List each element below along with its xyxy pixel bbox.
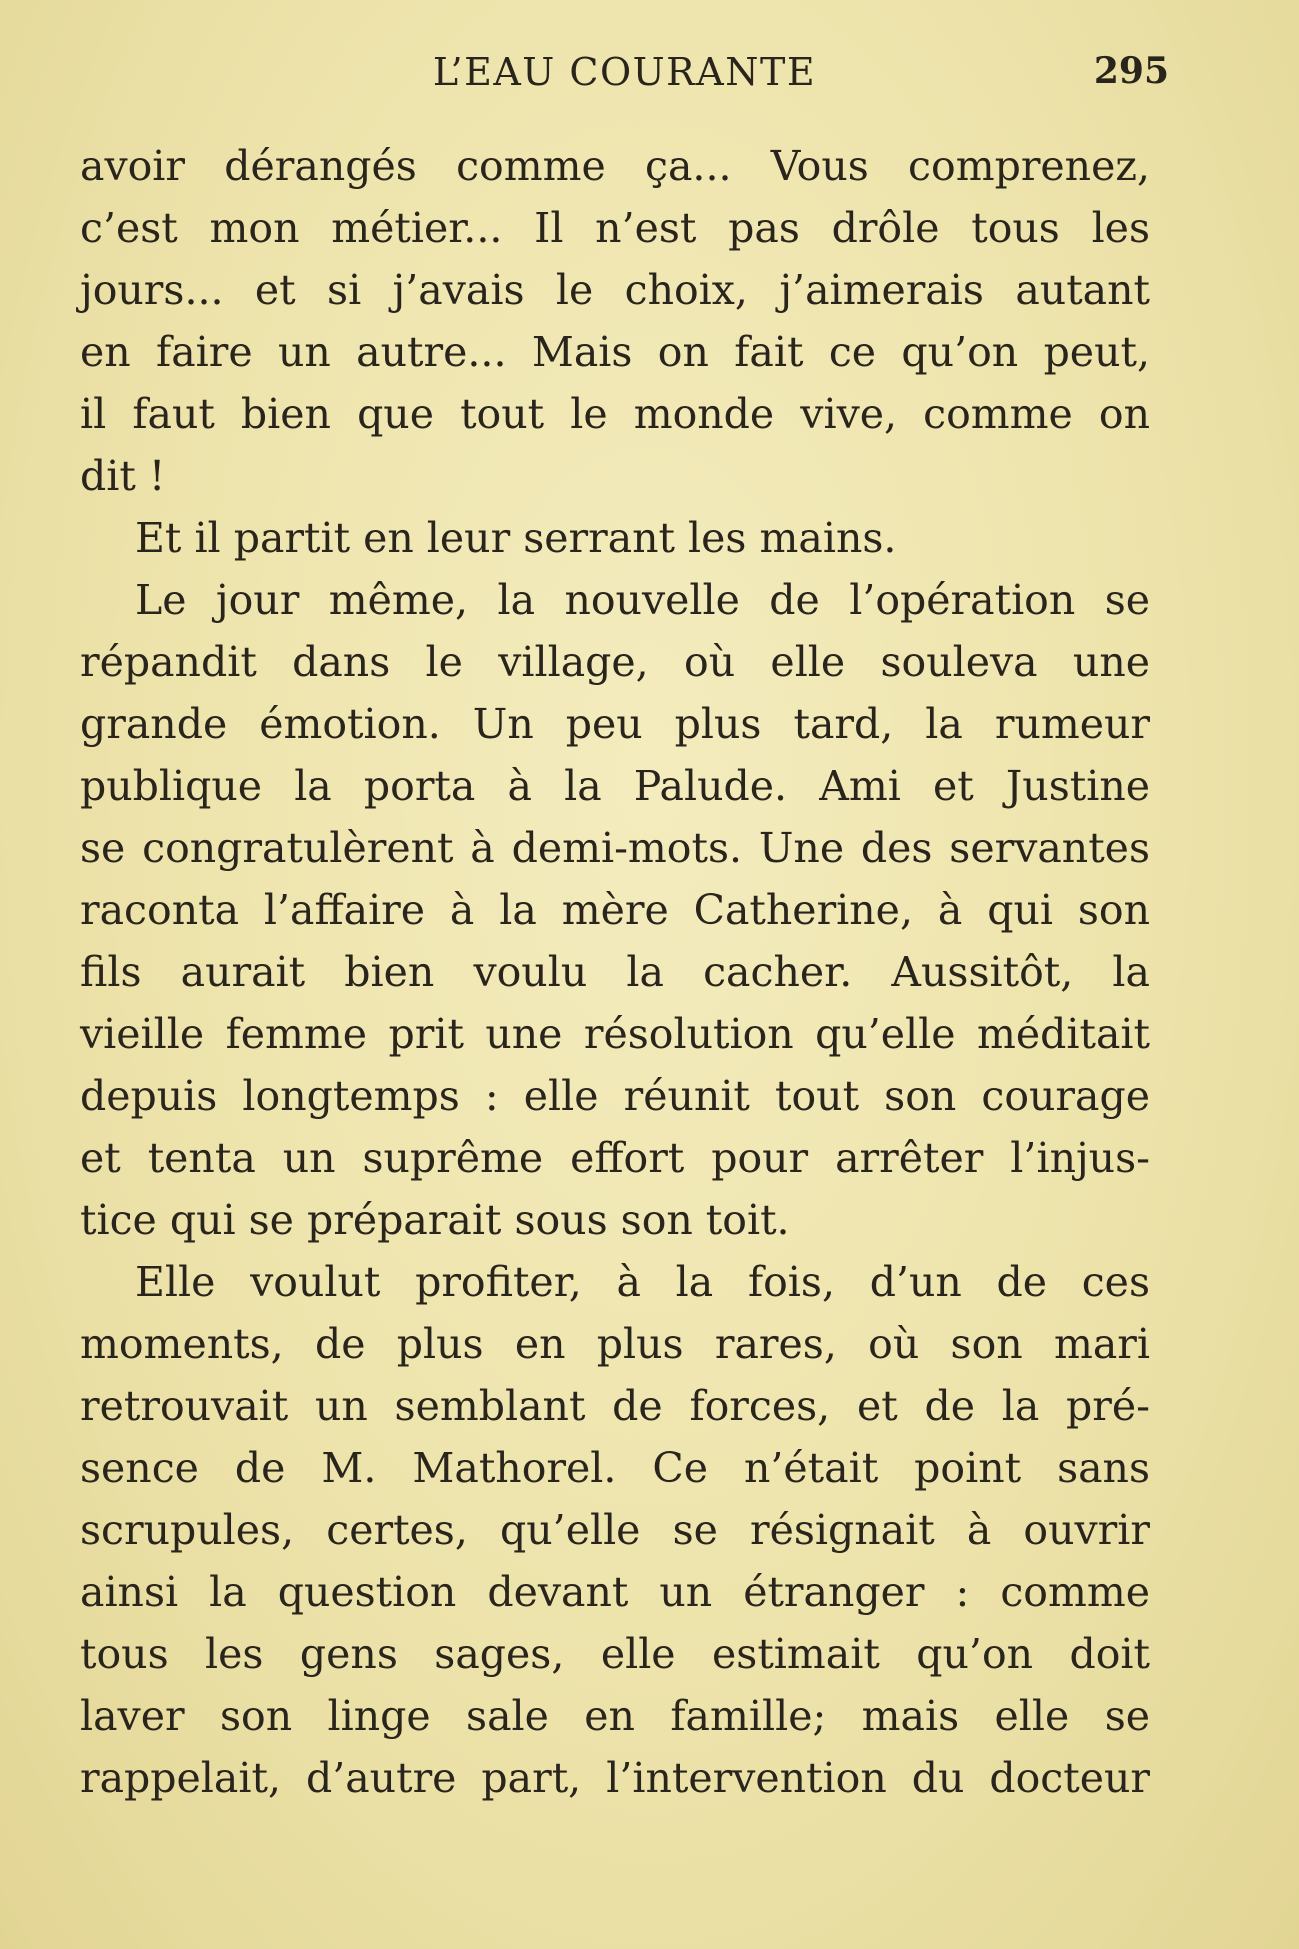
body-text <box>80 135 1150 1809</box>
text-line: moments, de plus en plus rares, où son mari <box>80 1320 1150 1368</box>
text-line: grande émotion. Un peu plus tard, la rumeur <box>80 700 1150 748</box>
text-line: tice qui se préparait sous son toit. <box>80 1196 790 1244</box>
text-line: ainsi la question devant un étranger : comme <box>80 1568 1150 1616</box>
text-line: Le jour même, la nouvelle de l’opération se <box>135 576 1150 624</box>
running-head <box>80 50 1169 100</box>
text-line: il faut bien que tout le monde vive, comme on <box>80 390 1150 438</box>
text-line: tous les gens sages, elle estimait qu’on doit <box>80 1630 1150 1678</box>
text-line: et tenta un suprême effort pour arrêter l’injus- <box>80 1134 1150 1182</box>
text-line: raconta l’affaire à la mère Catherine, à qui son <box>80 886 1150 934</box>
running-title: L’EAU COURANTE <box>432 50 817 94</box>
text-line: dit ! <box>80 452 166 500</box>
text-line: fils aurait bien voulu la cacher. Aussitôt, la <box>80 948 1150 996</box>
text-line: Elle voulut profiter, à la fois, d’un de ces <box>135 1258 1150 1306</box>
text-line: se congratulèrent à demi-mots. Une des servantes <box>80 824 1150 872</box>
text-line: rappelait, d’autre part, l’intervention du docteur <box>80 1754 1150 1802</box>
text-line: avoir dérangés comme ça... Vous comprenez, <box>80 142 1150 190</box>
text-line: vieille femme prit une résolution qu’elle méditait <box>80 1010 1150 1058</box>
text-line: laver son linge sale en famille; mais elle se <box>80 1692 1150 1740</box>
text-line: Et il partit en leur serrant les mains. <box>135 514 897 562</box>
text-line: scrupules, certes, qu’elle se résignait à ouvrir <box>80 1506 1150 1554</box>
text-line: c’est mon métier... Il n’est pas drôle tous les <box>80 204 1150 252</box>
text-line: jours... et si j’avais le choix, j’aimerais autant <box>80 266 1150 314</box>
text-line: retrouvait un semblant de forces, et de la pré- <box>80 1382 1150 1430</box>
page-number: 295 <box>1093 50 1169 92</box>
text-line: publique la porta à la Palude. Ami et Justine <box>80 762 1150 810</box>
text-line: répandit dans le village, où elle souleva une <box>80 638 1150 686</box>
text-line: sence de M. Mathorel. Ce n’était point sans <box>80 1444 1150 1492</box>
text-line: en faire un autre... Mais on fait ce qu’on peut, <box>80 328 1150 376</box>
text-line: depuis longtemps : elle réunit tout son courage <box>80 1072 1150 1120</box>
